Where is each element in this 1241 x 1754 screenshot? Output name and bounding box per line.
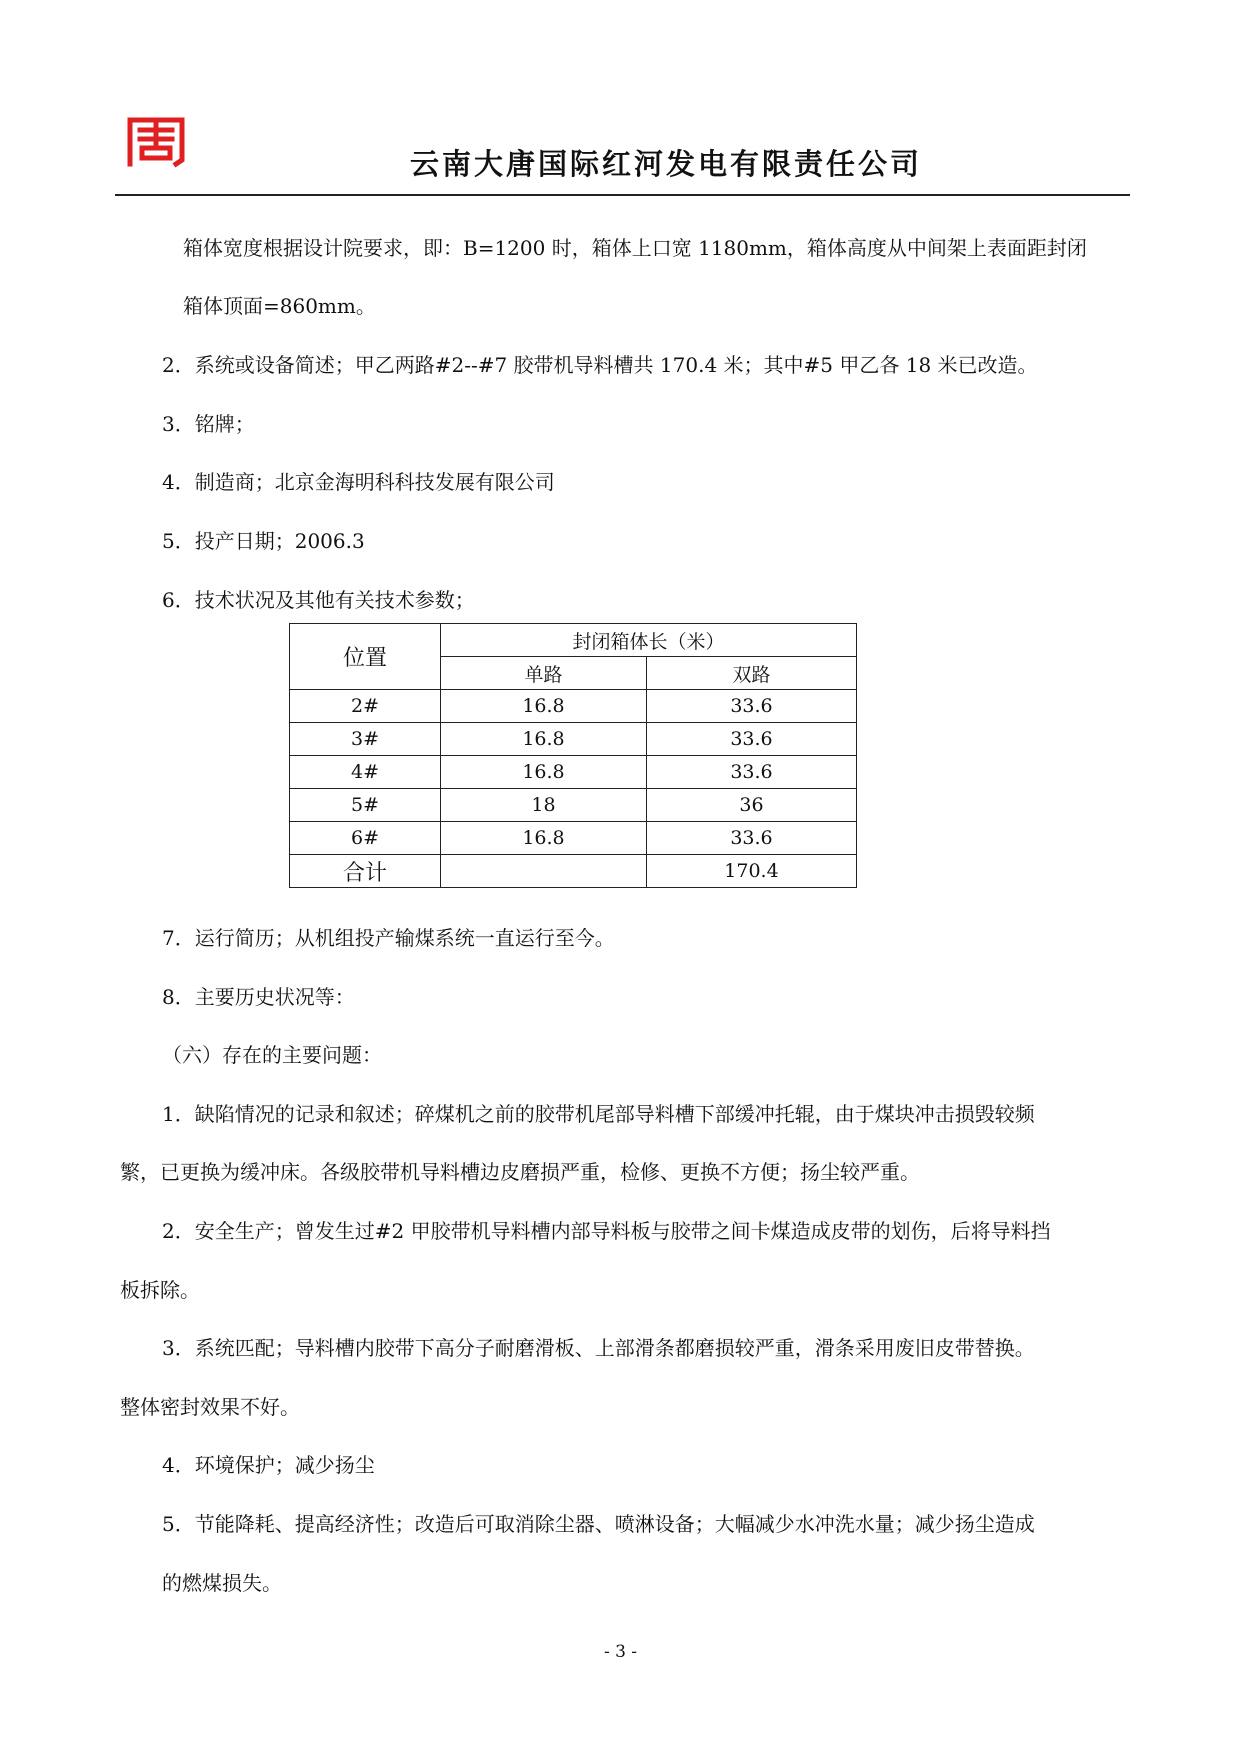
section-heading: （六）存在的主要问题： [162,1043,382,1067]
body-line: 箱体顶面=860mm。 [183,294,376,318]
position-cell: 6# [290,822,441,855]
body-line: 4．制造商；北京金海明科科技发展有限公司 [162,470,555,494]
single-cell: 16.8 [441,723,647,756]
length-header: 封闭箱体长（米） [441,624,857,657]
double-cell: 36 [647,789,857,822]
single-cell: 16.8 [441,756,647,789]
body-line: 8．主要历史状况等： [162,985,355,1009]
body-line: 3．系统匹配；导料槽内胶带下高分子耐磨滑板、上部滑条都磨损较严重，滑条采用废旧皮带替换。 [162,1336,1035,1360]
double-cell: 33.6 [647,723,857,756]
table-row [290,690,857,723]
position-cell: 2# [290,690,441,723]
single-cell: 16.8 [441,822,647,855]
position-header: 位置 [290,624,441,690]
body-line: 4．环境保护；减少扬尘 [162,1453,375,1477]
body-line: 3．铭牌； [162,412,255,436]
company-name: 云南大唐国际红河发电有限责任公司 [410,147,923,181]
table-total-row [290,855,857,888]
page-number: - 3 - [603,1642,638,1662]
double-cell: 33.6 [647,690,857,723]
total-label: 合计 [290,855,441,888]
body-line: 繁，已更换为缓冲床。各级胶带机导料槽边皮磨损严重，检修、更换不方便；扬尘较严重。 [120,1160,920,1184]
double-cell: 33.6 [647,822,857,855]
body-line: 板拆除。 [120,1278,200,1302]
body-line: 7．运行简历；从机组投产输煤系统一直运行至今。 [162,926,615,950]
total-single-cell [441,855,647,888]
single-cell: 18 [441,789,647,822]
header-divider [115,194,1130,196]
body-line: 的燃煤损失。 [162,1571,282,1595]
position-cell: 5# [290,789,441,822]
table-row [290,822,857,855]
body-line: 5．节能降耗、提高经济性；改造后可取消除尘器、喷淋设备；大幅减少水冲洗水量；减少扬尘造成 [162,1512,1035,1536]
double-header: 双路 [647,657,857,690]
body-line: 2．系统或设备简述；甲乙两路#2--#7 胶带机导料槽共 170.4 米；其中#5 甲乙各 18 米已改造。 [162,353,1038,377]
position-cell: 4# [290,756,441,789]
table-row [290,756,857,789]
company-logo [122,112,190,168]
table-row [290,723,857,756]
table-row [290,789,857,822]
body-line: 整体密封效果不好。 [120,1395,300,1419]
body-line: 6．技术状况及其他有关技术参数； [162,588,475,612]
total-double-cell: 170.4 [647,855,857,888]
body-line: 2．安全生产；曾发生过#2 甲胶带机导料槽内部导料板与胶带之间卡煤造成皮带的划伤，后将导料挡 [162,1219,1051,1243]
double-cell: 33.6 [647,756,857,789]
single-header: 单路 [441,657,647,690]
body-line: 1．缺陷情况的记录和叙述；碎煤机之前的胶带机尾部导料槽下部缓冲托辊，由于煤块冲击损毁较频 [162,1102,1035,1126]
enclosure-length-table [289,623,857,888]
body-line: 5．投产日期；2006.3 [162,529,365,553]
single-cell: 16.8 [441,690,647,723]
table-header-row [290,624,857,657]
position-cell: 3# [290,723,441,756]
body-line: 箱体宽度根据设计院要求，即：B=1200 时，箱体上口宽 1180mm，箱体高度从中间架上表面距封闭 [183,236,1087,260]
